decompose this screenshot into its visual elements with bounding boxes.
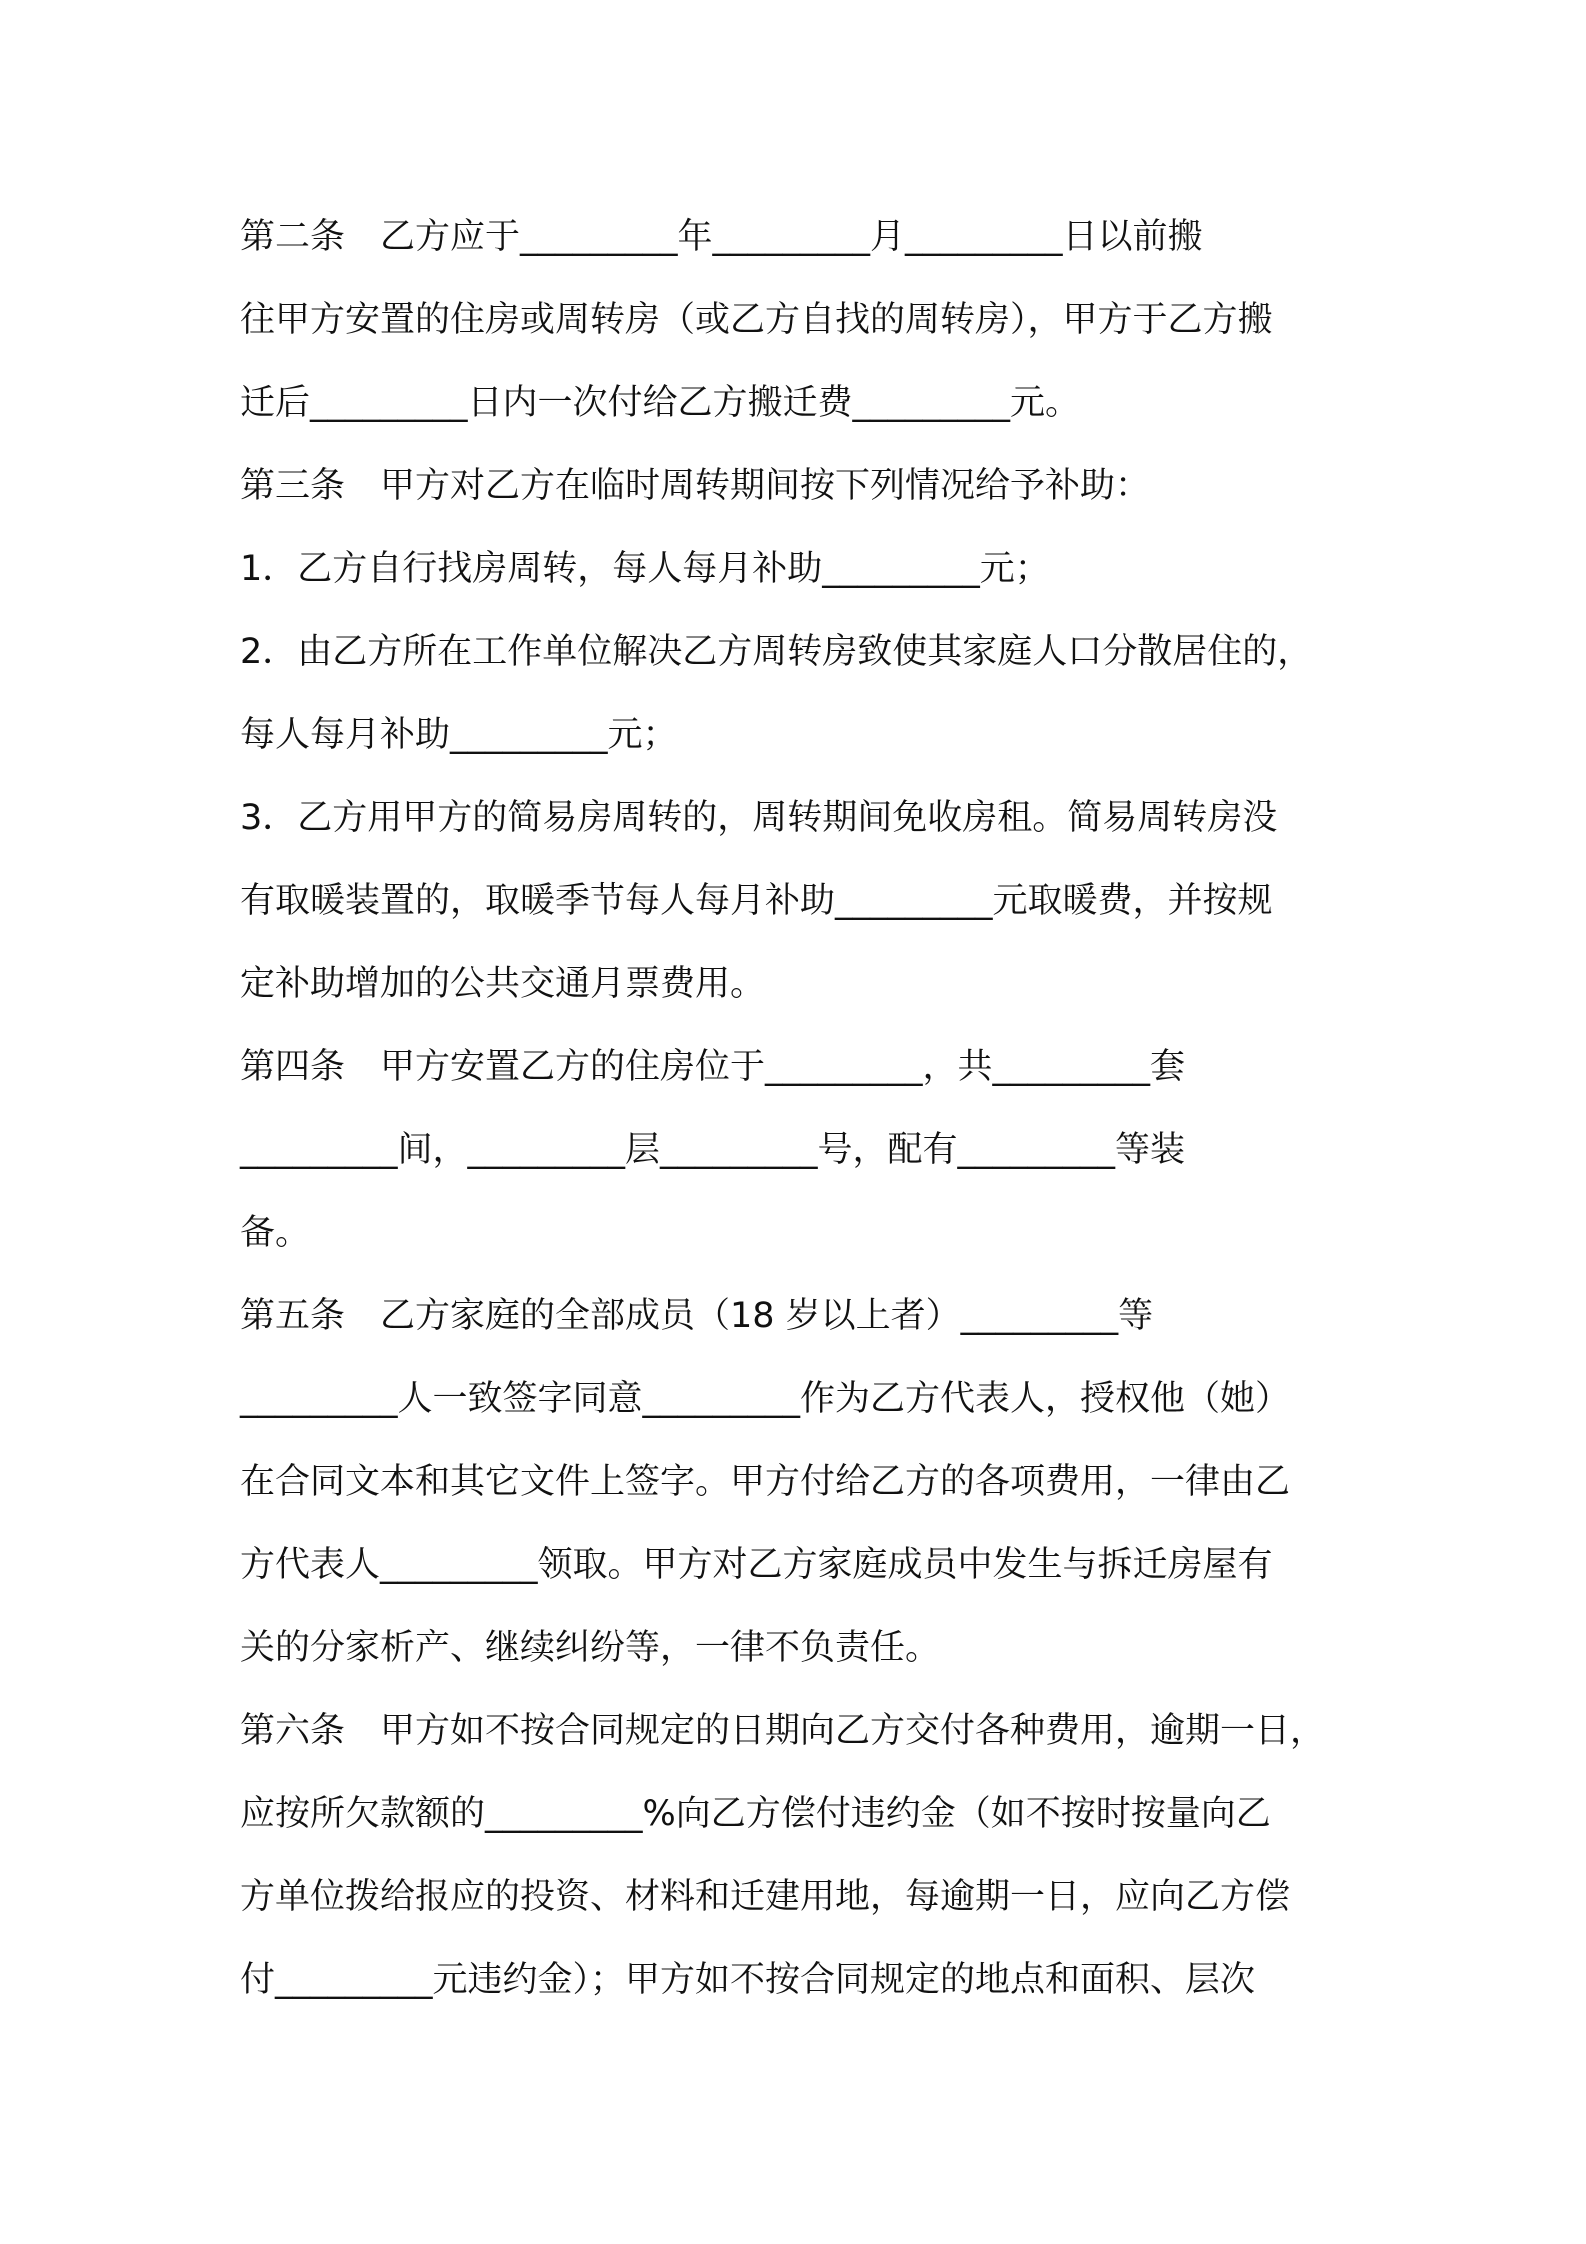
article-5-line-4: 方代表人_________领取。甲方对乙方家庭成员中发生与拆迁房屋有 — [240, 1545, 1273, 1585]
article-3-item-2-line-2: 每人每月补助_________元； — [240, 715, 678, 755]
article-3-line-1: 第三条 甲方对乙方在临时周转期间按下列情况给予补助： — [240, 466, 1151, 506]
article-4-line-3: 备。 — [240, 1213, 311, 1253]
article-3-item-1: 1．乙方自行找房周转，每人每月补助_________元； — [240, 549, 1050, 589]
article-3-item-2-line-1: 2．由乙方所在工作单位解决乙方周转房致使其家庭人口分散居住的， — [240, 632, 1313, 672]
article-3-item-3-line-1: 3．乙方用甲方的简易房周转的，周转期间免收房租。简易周转房没 — [240, 798, 1278, 838]
article-6-line-4: 付_________元违约金）；甲方如不按合同规定的地点和面积、层次 — [240, 1960, 1256, 2000]
article-5-line-2: _________人一致签字同意_________作为乙方代表人，授权他（她） — [240, 1379, 1291, 1419]
article-2-line-2: 往甲方安置的住房或周转房（或乙方自找的周转房），甲方于乙方搬 — [240, 300, 1273, 340]
article-4-line-1: 第四条 甲方安置乙方的住房位于_________，共_________套 — [240, 1047, 1186, 1087]
article-6-line-1: 第六条 甲方如不按合同规定的日期向乙方交付各种费用，逾期一日， — [240, 1711, 1326, 1751]
article-5-line-5: 关的分家析产、继续纠纷等，一律不负责任。 — [240, 1628, 941, 1668]
contract-body — [240, 196, 1360, 2022]
article-3-item-3-line-2: 有取暖装置的，取暖季节每人每月补助_________元取暖费，并按规 — [240, 881, 1273, 921]
article-5-line-3: 在合同文本和其它文件上签字。甲方付给乙方的各项费用，一律由乙 — [240, 1462, 1291, 1502]
article-6-line-3: 方单位拨给报应的投资、材料和迁建用地，每逾期一日，应向乙方偿 — [240, 1877, 1291, 1917]
article-2-line-1: 第二条 乙方应于_________年_________月_________日以前搬 — [240, 217, 1203, 257]
article-2-line-3: 迁后_________日内一次付给乙方搬迁费_________元。 — [240, 383, 1081, 423]
article-5-line-1: 第五条 乙方家庭的全部成员（18 岁以上者）_________等 — [240, 1296, 1154, 1336]
article-6-line-2: 应按所欠款额的_________%向乙方偿付违约金（如不按时按量向乙 — [240, 1794, 1271, 1834]
article-4-line-2: _________间，_________层_________号，配有_________等装 — [240, 1130, 1186, 1170]
article-3-item-3-line-3: 定补助增加的公共交通月票费用。 — [240, 964, 766, 1004]
